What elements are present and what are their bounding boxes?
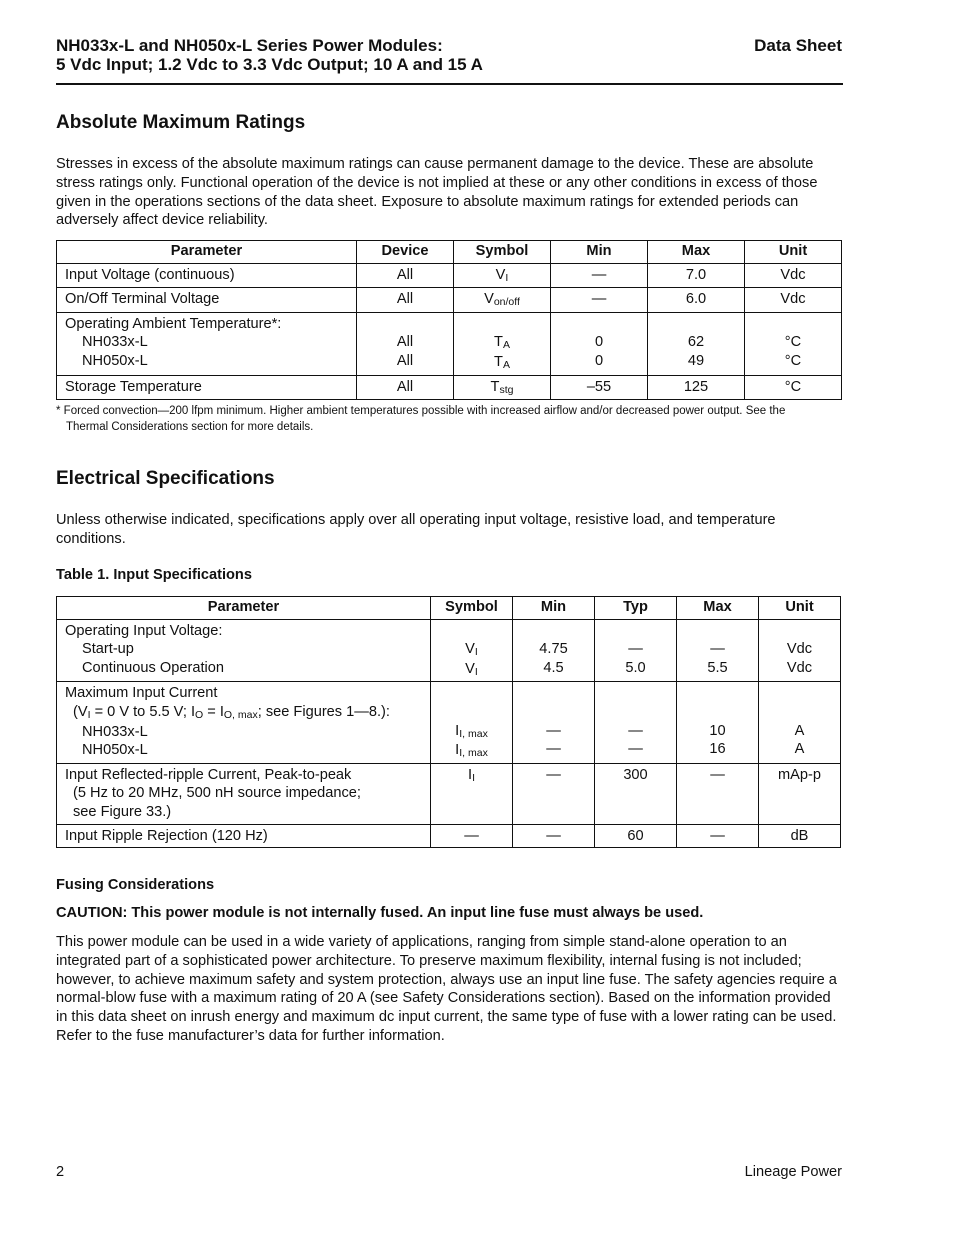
unit-cell: dB — [759, 824, 841, 848]
unit-cell: A A — [759, 682, 841, 763]
min-cell: — — [551, 263, 648, 288]
fusing-heading: Fusing Considerations — [56, 877, 215, 893]
doc-title-line2: 5 Vdc Input; 1.2 Vdc to 3.3 Vdc Output; 10 A and 15 A — [56, 55, 483, 74]
symbol-cell: — — [431, 824, 513, 848]
table-row — [57, 619, 841, 682]
symbol-cell: $V_{on/off}$ — [454, 288, 551, 313]
abs-max-footnote: * Forced convection—200 lfpm minimum. Higher ambient temperatures possible with increased airflow and/or decreased power output. See the Thermal Considerations section for more details. — [56, 405, 786, 433]
doc-title-line1: NH033x-L and NH050x-L Series Power Modules: — [56, 36, 443, 55]
unit-cell: Vdc — [745, 263, 842, 288]
unit-cell: °C — [745, 375, 842, 400]
table-row — [57, 263, 842, 288]
table-row — [57, 682, 841, 763]
min-cell: — — [551, 288, 648, 313]
abs-max-heading: Absolute Maximum Ratings — [56, 112, 306, 133]
col-header: Min — [551, 241, 648, 264]
symbol-cell: $I_I$ — [431, 763, 513, 824]
table-header-row — [57, 241, 842, 264]
table-row — [57, 288, 842, 313]
typ-cell: 300 — [595, 763, 677, 824]
symbol-cell: $V_I$ — [454, 263, 551, 288]
symbol-cell: $T_{stg}$ — [454, 375, 551, 400]
elec-heading: Electrical Specifications — [56, 468, 275, 489]
unit-cell: °C °C — [745, 312, 842, 375]
company-name: Lineage Power — [744, 1164, 842, 1180]
abs-max-intro: Stresses in excess of the absolute maximum ratings can cause permanent damage to the device. These are absolute stress ratings only. Functional operation of the device is not implied at these or any other conditions in excess of those given in the operations sections of the data sheet. Exposure to absolute maximum ratings for extended periods can adversely affect device reliability. — [56, 156, 818, 229]
device-cell: All — [357, 288, 454, 313]
col-header: Max — [677, 597, 759, 620]
table-row — [57, 824, 841, 848]
max-cell: 62 49 — [648, 312, 745, 375]
unit-cell: Vdc — [745, 288, 842, 313]
max-cell: 7.0 — [648, 263, 745, 288]
typ-cell: — — — [595, 682, 677, 763]
param-cell: On/Off Terminal Voltage — [57, 288, 357, 313]
min-cell: — — — [513, 682, 595, 763]
min-cell: 0 0 — [551, 312, 648, 375]
page-header — [56, 36, 842, 74]
input-spec-table — [56, 596, 841, 848]
fusing-caution: CAUTION: This power module is not internally fused. An input line fuse must always be used. — [56, 905, 704, 921]
fusing-body: This power module can be used in a wide variety of applications, ranging from simple stand-alone operation to an integrated part of a sophisticated power architecture. To preserve maximum flexibility, internal fusing is not included; however, to achieve maximum safety and system protection, always use an input line fuse. The safety agencies require a normal-blow fuse with a maximum rating of 20 A (see Safety Considerations section). Based on the information provided in this data sheet on inrush energy and maximum dc input current, the same type of fuse with a lower rating can be used. Refer to the fuse manufacturer’s data for further information. — [56, 934, 837, 1044]
table-caption: Table 1. Input Specifications — [56, 567, 252, 583]
param-cell: Operating Ambient Temperature*: NH033x-L NH050x-L — [57, 312, 357, 375]
table-header-row — [57, 597, 841, 620]
max-cell: — — [677, 824, 759, 848]
max-cell: 10 16 — [677, 682, 759, 763]
typ-cell: — 5.0 — [595, 619, 677, 682]
min-cell: — — [513, 824, 595, 848]
param-cell: Input Ripple Rejection (120 Hz) — [57, 824, 431, 848]
min-cell: — — [513, 763, 595, 824]
symbol-cell: $I_{I, max}$ $I_{I, max}$ — [431, 682, 513, 763]
param-cell: Input Reflected-ripple Current, Peak-to-peak (5 Hz to 20 MHz, 500 nH source impedance; see Figure 33.) — [57, 763, 431, 824]
page-number: 2 — [56, 1164, 65, 1180]
typ-cell: 60 — [595, 824, 677, 848]
unit-cell: Vdc Vdc — [759, 619, 841, 682]
max-cell: — 5.5 — [677, 619, 759, 682]
min-cell: –55 — [551, 375, 648, 400]
param-cell: Input Voltage (continuous) — [57, 263, 357, 288]
table-row — [57, 763, 841, 824]
doc-type: Data Sheet — [754, 36, 842, 55]
col-header: Unit — [759, 597, 841, 620]
col-header: Symbol — [454, 241, 551, 264]
col-header: Unit — [745, 241, 842, 264]
max-cell: 125 — [648, 375, 745, 400]
min-cell: 4.75 4.5 — [513, 619, 595, 682]
max-cell: 6.0 — [648, 288, 745, 313]
table-row — [57, 375, 842, 400]
col-header: Typ — [595, 597, 677, 620]
param-cell: Storage Temperature — [57, 375, 357, 400]
col-header: Min — [513, 597, 595, 620]
col-header: Symbol — [431, 597, 513, 620]
header-divider — [56, 83, 843, 85]
elec-intro: Unless otherwise indicated, specifications apply over all operating input voltage, resistive load, and temperature conditions. — [56, 512, 776, 547]
unit-cell: mAp-p — [759, 763, 841, 824]
param-cell: Maximum Input Current ($V_I = 0$ V to 5.5 V; $I_O = I_{O, max}$; see Figures 1—8.): NH033x-L NH050x-L — [57, 682, 431, 763]
device-cell: All All — [357, 312, 454, 375]
table-row — [57, 312, 842, 375]
device-cell: All — [357, 375, 454, 400]
symbol-cell: $V_I$ $V_I$ — [431, 619, 513, 682]
device-cell: All — [357, 263, 454, 288]
col-header: Device — [357, 241, 454, 264]
col-header: Max — [648, 241, 745, 264]
abs-max-table — [56, 240, 842, 400]
param-cell: Operating Input Voltage: Start-up Continuous Operation — [57, 619, 431, 682]
symbol-cell: $T_A$ $T_A$ — [454, 312, 551, 375]
col-header: Parameter — [57, 241, 357, 264]
col-header: Parameter — [57, 597, 431, 620]
max-cell: — — [677, 763, 759, 824]
